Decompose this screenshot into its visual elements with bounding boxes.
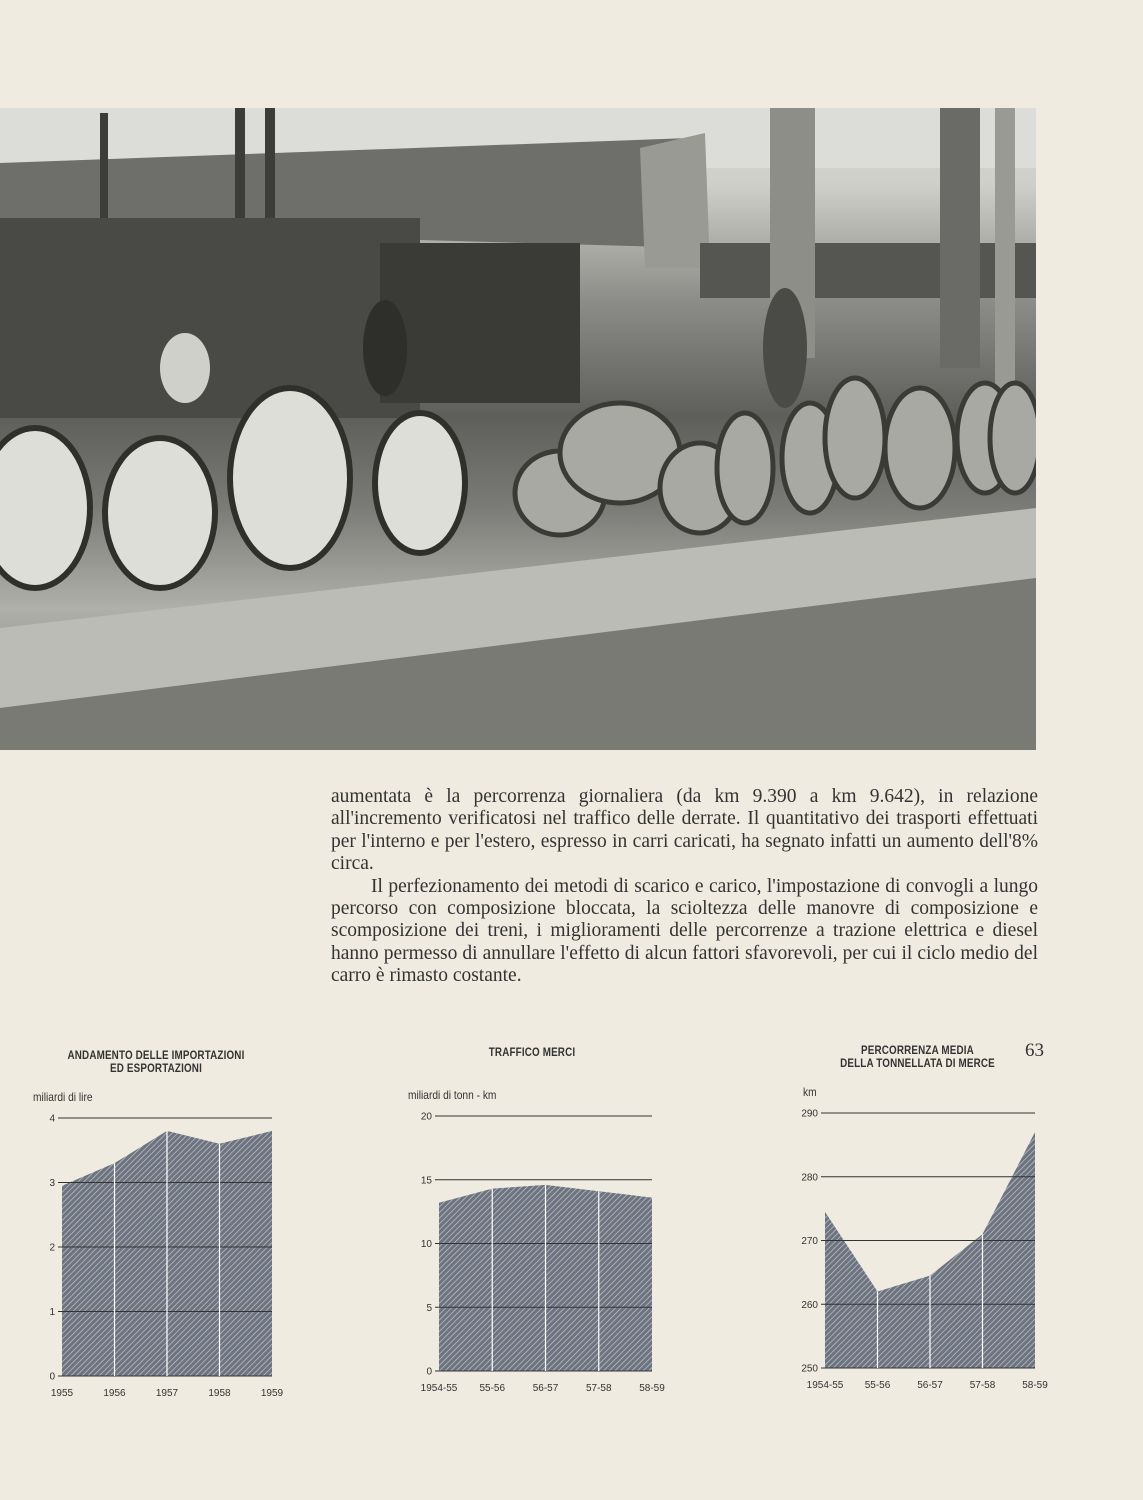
y-tick-label: 5: [426, 1302, 432, 1314]
chart-title-line-2: DELLA TONNELLATA DI MERCE: [840, 1056, 995, 1070]
chart-title-line-2: ED ESPORTAZIONI: [110, 1061, 202, 1075]
y-tick-label: 260: [801, 1299, 818, 1311]
y-tick-label: 290: [801, 1108, 818, 1120]
photo-barrels-railway: [0, 108, 1036, 750]
y-tick-label: 270: [801, 1236, 818, 1247]
y-tick-label: 10: [420, 1239, 432, 1250]
x-tick-label: 55-56: [479, 1383, 506, 1394]
y-tick-label: 2: [49, 1242, 55, 1254]
chart-ylabel: miliardi di tonn - km: [408, 1088, 497, 1102]
x-tick-label: 57-58: [585, 1383, 612, 1394]
x-tick-label: 1955: [50, 1388, 74, 1399]
chart-ylabel: miliardi di lire: [33, 1090, 93, 1104]
paragraph-1: aumentata è la percorrenza giornaliera (da km 9.390 a km 9.642), in relazione all'incremento verificatosi nel traffico delle derrate. Il quantitativo dei trasporti effettuati per l'interno e per l'estero, espresso in carri caricati, ha segnato infatti un aumento dell'8% circa.: [331, 786, 1038, 875]
x-tick-label: 1958: [208, 1388, 231, 1399]
x-tick-label: 58-59: [639, 1383, 665, 1394]
x-tick-label: 1956: [103, 1388, 126, 1399]
chart-title-line-1: ANDAMENTO DELLE IMPORTAZIONI: [67, 1048, 245, 1062]
x-tick-label: 58-59: [1022, 1380, 1048, 1391]
y-tick-label: 20: [420, 1111, 432, 1123]
chart-title: [817, 1044, 1018, 1070]
x-tick-label: 56-57: [532, 1383, 559, 1394]
y-tick-label: 1: [49, 1307, 55, 1318]
y-tick-label: 4: [49, 1113, 55, 1125]
page-number: 63: [1025, 1040, 1044, 1061]
y-tick-label: 250: [801, 1363, 818, 1375]
chart-ylabel: km: [803, 1085, 817, 1099]
chart-plot: [25, 1110, 287, 1410]
x-tick-label: 1959: [260, 1388, 284, 1399]
chart-title-line-1: TRAFFICO MERCI: [488, 1045, 576, 1059]
body-text: [331, 786, 1038, 988]
y-tick-label: 280: [801, 1172, 818, 1184]
x-tick-label: 57-58: [969, 1380, 996, 1391]
photo-illustration: [0, 108, 1036, 750]
chart-plot: [402, 1108, 665, 1408]
x-tick-label: 1957: [155, 1388, 179, 1399]
x-tick-label: 1954-55: [420, 1383, 458, 1394]
chart-title: [49, 1049, 264, 1075]
chart-title-line-1: PERCORRENZA MEDIA: [861, 1043, 974, 1057]
chart-title: [425, 1046, 638, 1059]
x-tick-label: 55-56: [864, 1380, 891, 1391]
paragraph-2: Il perfezionamento dei metodi di scarico e carico, l'impostazione di convogli a lungo percorso con composizione bloccata, la scioltezza delle manovre di composizione e scomposizione dei treni, i miglioramenti delle percorrenze a trazione elettrica e diesel hanno permesso di annullare l'effetto di alcun fattori sfavorevoli, per cui il ciclo medio del carro è rimasto costante.: [331, 875, 1038, 987]
y-tick-label: 3: [49, 1178, 55, 1189]
chart-plot: [795, 1106, 1048, 1406]
y-tick-label: 0: [49, 1371, 55, 1383]
y-tick-label: 15: [420, 1175, 432, 1187]
x-tick-label: 56-57: [917, 1380, 943, 1391]
y-tick-label: 0: [426, 1366, 432, 1378]
x-tick-label: 1954-55: [806, 1380, 844, 1391]
